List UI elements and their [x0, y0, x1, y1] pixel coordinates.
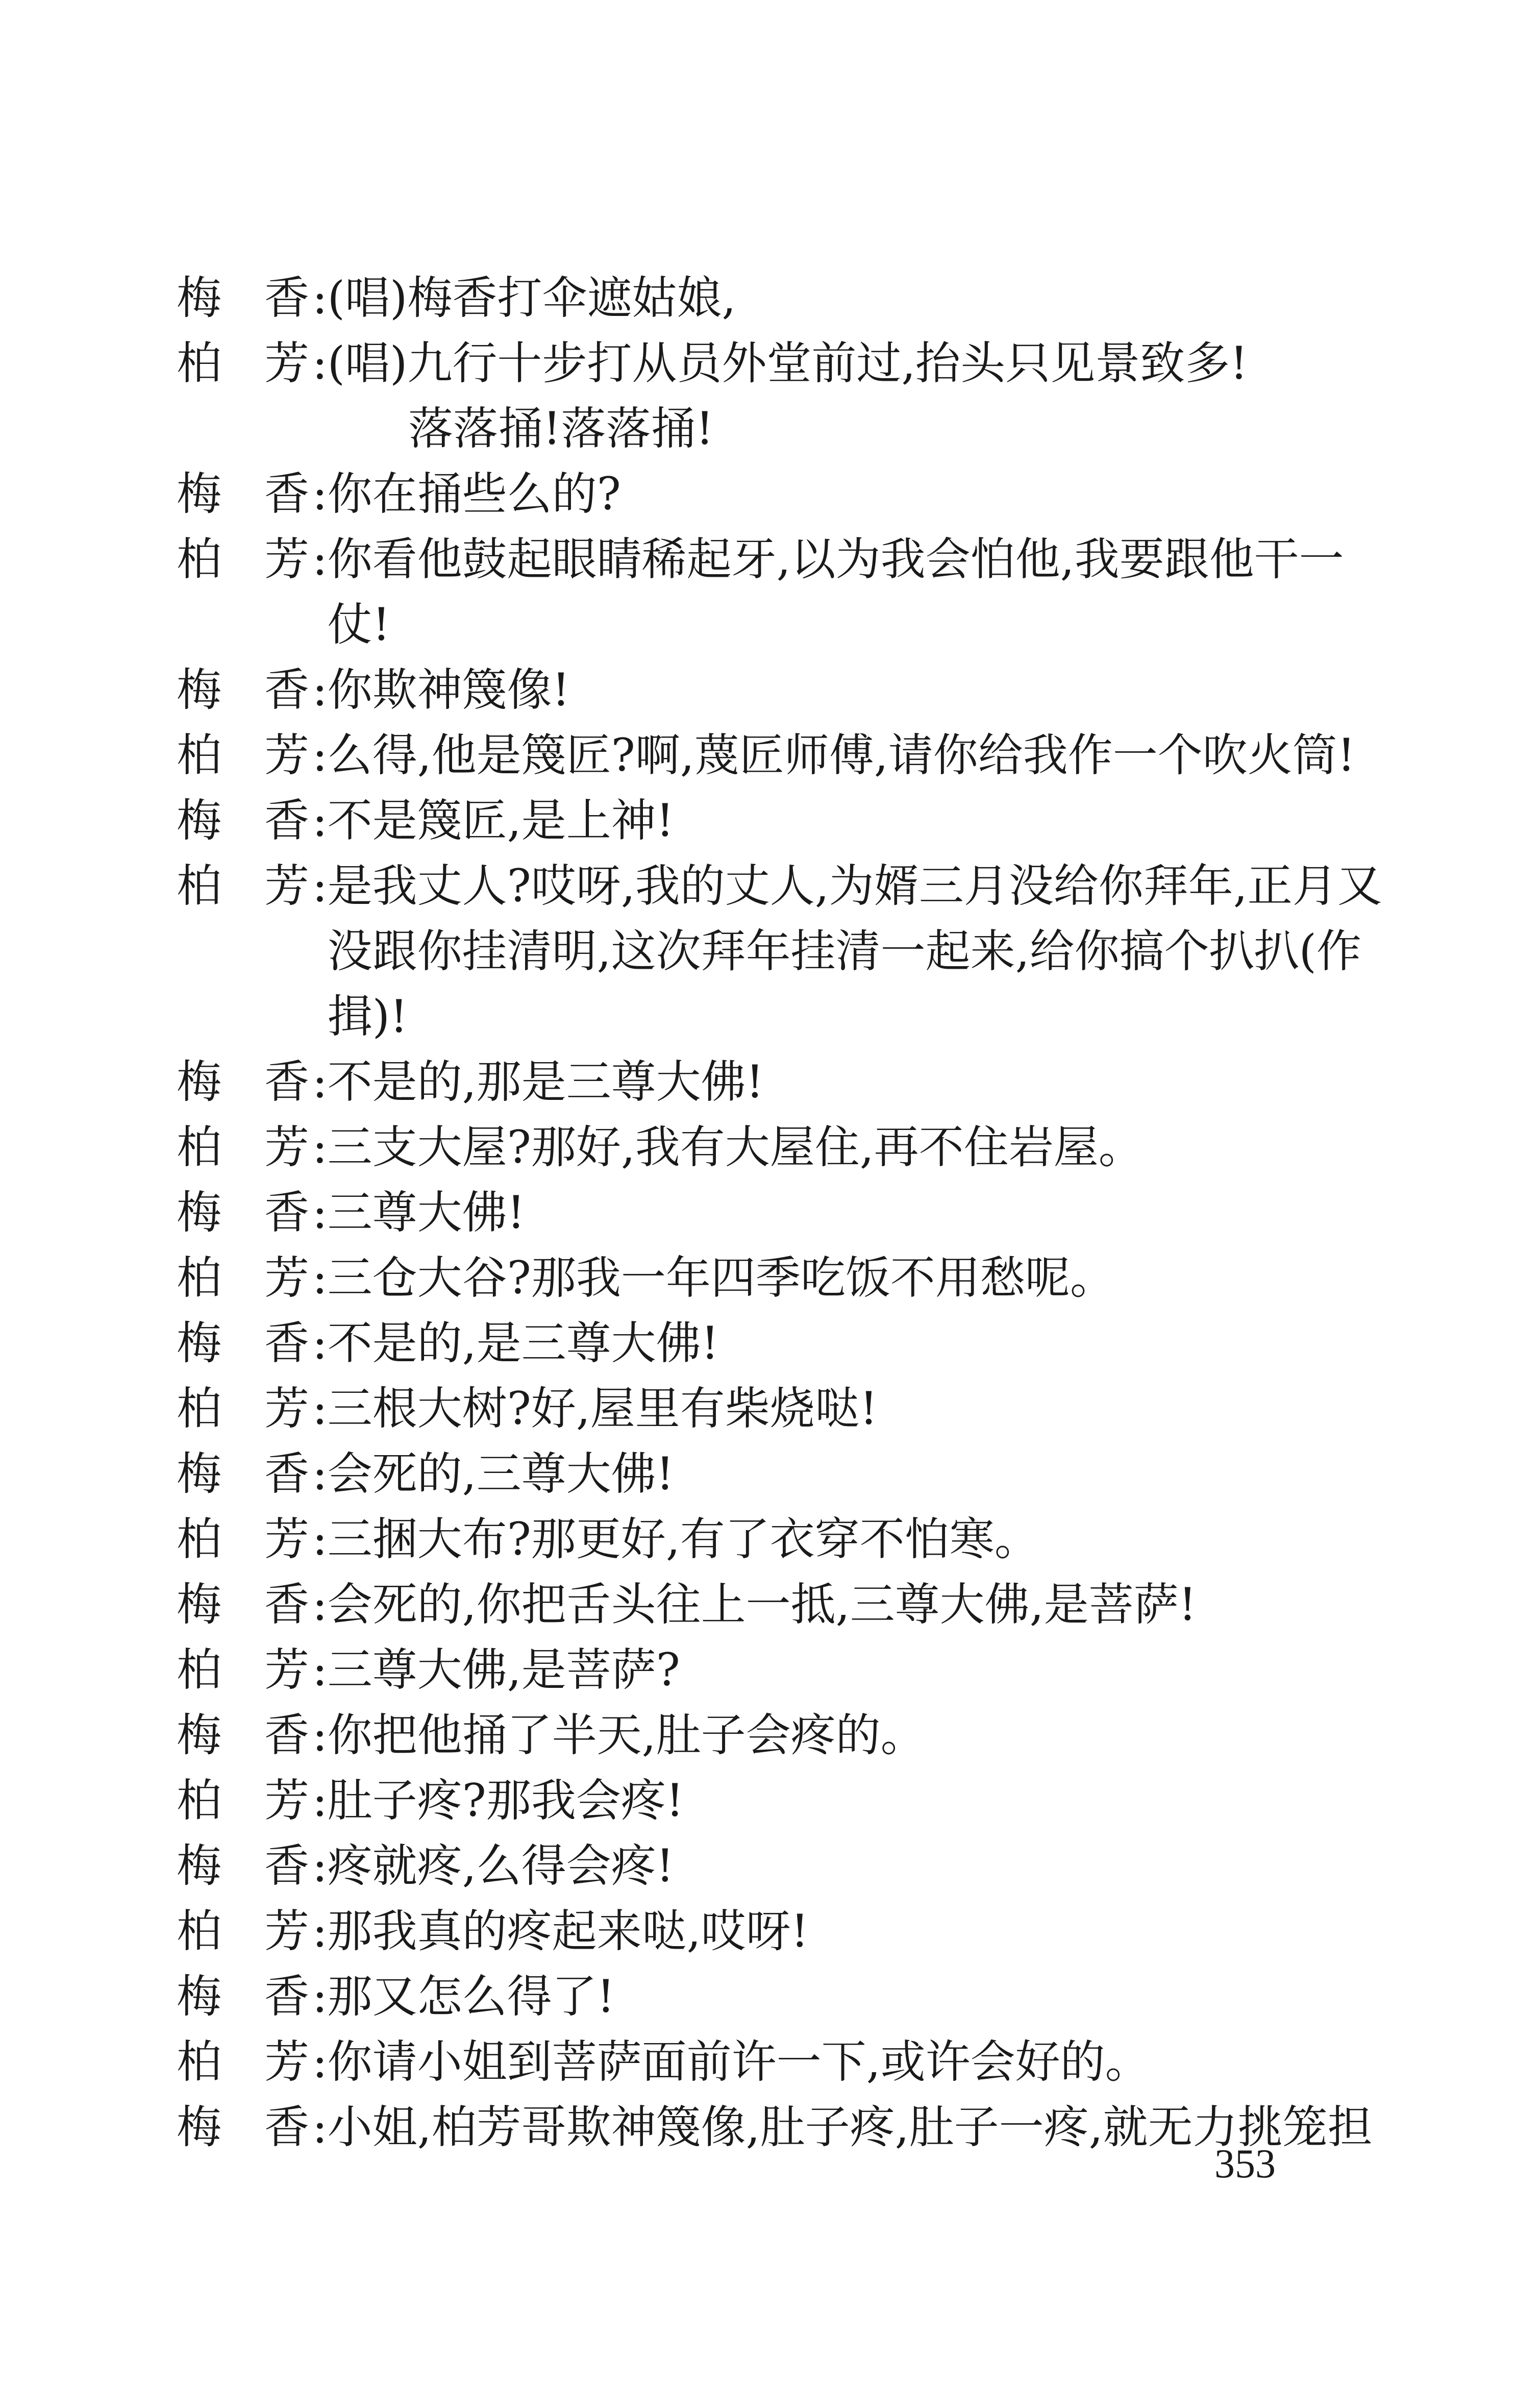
speech-text: 会死的,三尊大佛! [327, 1447, 674, 1500]
dialogue-line [173, 1637, 1388, 1703]
speech-text: 三支大屋?那好,我有大屋住,再不住岩屋。 [327, 1121, 1144, 1173]
speaker-colon: : [312, 1839, 328, 1892]
speech-text: 那又怎么得了! [327, 1970, 615, 2023]
speech-text: (唱)梅香打伞遮姑娘, [327, 272, 736, 324]
speaker-name: 柏 芳 [176, 1121, 309, 1173]
speech-text: 不是的,那是三尊大佛! [327, 1055, 764, 1108]
dialogue-line [173, 1115, 1388, 1180]
speaker-colon: : [312, 664, 328, 716]
speaker-colon: : [312, 2101, 328, 2153]
dialogue-line [173, 1441, 1388, 1507]
speaker-colon: : [312, 337, 328, 389]
speech-text: 你欺神篾像! [327, 664, 570, 716]
dialogue-line [173, 788, 1388, 853]
speaker-colon: : [312, 729, 328, 781]
speaker-colon: : [312, 1774, 328, 1827]
speaker-colon: : [312, 1578, 328, 1631]
speaker-name: 柏 芳 [176, 1251, 309, 1304]
speaker-name: 柏 芳 [176, 2035, 309, 2088]
speaker-colon: : [312, 1382, 328, 1435]
speaker-colon: : [312, 1121, 328, 1173]
speaker-name: 柏 芳 [176, 729, 309, 781]
speech-text: 小姐,柏芳哥欺神篾像,肚子疼,肚子一疼,就无力挑笼担 [327, 2101, 1373, 2153]
speaker-colon: : [312, 1055, 328, 1108]
dialogue-line [173, 1376, 1388, 1441]
speaker-colon: : [312, 1905, 328, 1957]
speech-text: 不是的,是三尊大佛! [327, 1317, 719, 1369]
speaker-colon: : [312, 1251, 328, 1304]
speaker-name: 柏 芳 [176, 1382, 309, 1435]
dialogue-line [173, 1311, 1388, 1376]
speech-text: 你看他鼓起眼睛稀起牙,以为我会怕他,我要跟他干一仗! [327, 533, 1344, 651]
dialogue-line [173, 1049, 1388, 1115]
speech-text: 三仓大谷?那我一年四季吃饭不用愁呢。 [327, 1251, 1115, 1304]
dialogue-block [173, 265, 1388, 2160]
speech-text: 那我真的疼起来哒,哎呀! [327, 1905, 809, 1957]
speaker-colon: : [312, 272, 328, 324]
dialogue-line [173, 331, 1388, 396]
speaker-name: 柏 芳 [176, 859, 309, 912]
dialogue-line [173, 1703, 1388, 1768]
speaker-colon: : [312, 1513, 328, 1565]
dialogue-line [173, 2095, 1388, 2160]
speaker-colon: : [312, 1186, 328, 1239]
dialogue-line [173, 1833, 1388, 1899]
dialogue-line [173, 2029, 1388, 2095]
speech-text: 你在捅些么的? [327, 468, 621, 520]
speaker-name: 梅 香 [176, 1578, 309, 1631]
speaker-colon: : [312, 468, 328, 520]
dialogue-line [173, 1572, 1388, 1637]
speech-text: 你请小姐到菩萨面前许一下,或许会好的。 [327, 2035, 1150, 2088]
speaker-name: 梅 香 [176, 794, 309, 847]
dialogue-line [173, 1964, 1388, 2029]
speaker-name: 梅 香 [176, 272, 309, 324]
speaker-name: 柏 芳 [176, 1774, 309, 1827]
dialogue-line [173, 265, 1388, 331]
speech-text: (唱)九行十步打从员外堂前过,抬头只见景致多! [327, 337, 1248, 389]
speaker-colon: : [312, 859, 328, 912]
speech-text: 么得,他是篾匠?啊,蔑匠师傅,请你给我作一个吹火筒! [327, 729, 1356, 781]
speaker-name: 梅 香 [176, 1709, 309, 1761]
speaker-name: 梅 香 [176, 1055, 309, 1108]
dialogue-line [173, 723, 1388, 788]
speech-text: 三尊大佛,是菩萨? [327, 1643, 680, 1696]
speaker-name: 柏 芳 [176, 1905, 309, 1957]
dialogue-line [173, 657, 1388, 723]
dialogue-line [173, 1245, 1388, 1311]
sung-line: 落落捅!落落捅! [408, 402, 714, 455]
speaker-colon: : [312, 1970, 328, 2023]
speaker-name: 柏 芳 [176, 1513, 309, 1565]
dialogue-line [173, 461, 1388, 527]
speech-text: 三根大树?好,屋里有柴烧哒! [327, 1382, 878, 1435]
speaker-name: 梅 香 [176, 664, 309, 716]
dialogue-line [173, 1768, 1388, 1833]
speaker-name: 梅 香 [176, 1186, 309, 1239]
speaker-colon: : [312, 2035, 328, 2088]
speech-text: 三捆大布?那更好,有了衣穿不怕寒。 [327, 1513, 1039, 1565]
speaker-name: 梅 香 [176, 1447, 309, 1500]
speaker-name: 梅 香 [176, 1317, 309, 1369]
speaker-name: 梅 香 [176, 1839, 309, 1892]
speech-text: 不是篾匠,是上神! [327, 794, 674, 847]
speaker-colon: : [312, 533, 328, 585]
page-number: 353 [1214, 2142, 1276, 2187]
speech-text: 肚子疼?那我会疼! [327, 1774, 684, 1827]
speaker-colon: : [312, 1643, 328, 1696]
dialogue-line [173, 1180, 1388, 1245]
speaker-colon: : [312, 794, 328, 847]
speaker-colon: : [312, 1709, 328, 1761]
speech-text: 三尊大佛! [327, 1186, 526, 1239]
speaker-name: 梅 香 [176, 1970, 309, 2023]
speaker-name: 柏 芳 [176, 337, 309, 389]
dialogue-line [173, 527, 1388, 657]
speaker-colon: : [312, 1317, 328, 1369]
speech-text: 你把他捅了半天,肚子会疼的。 [327, 1709, 926, 1761]
speaker-name: 梅 香 [176, 468, 309, 520]
speaker-name: 柏 芳 [176, 533, 309, 585]
speech-text: 疼就疼,么得会疼! [327, 1839, 674, 1892]
speaker-name: 梅 香 [176, 2101, 309, 2153]
dialogue-line [173, 1507, 1388, 1572]
dialogue-line [173, 853, 1388, 1049]
speaker-name: 柏 芳 [176, 1643, 309, 1696]
dialogue-line [173, 1899, 1388, 1964]
speaker-colon: : [312, 1447, 328, 1500]
speech-text: 会死的,你把舌头往上一抵,三尊大佛,是菩萨! [327, 1578, 1197, 1631]
speech-text: 是我丈人?哎呀,我的丈人,为婿三月没给你拜年,正月又没跟你挂清明,这次拜年挂清一起来,给你搞个扒扒(作揖)! [327, 859, 1382, 1043]
